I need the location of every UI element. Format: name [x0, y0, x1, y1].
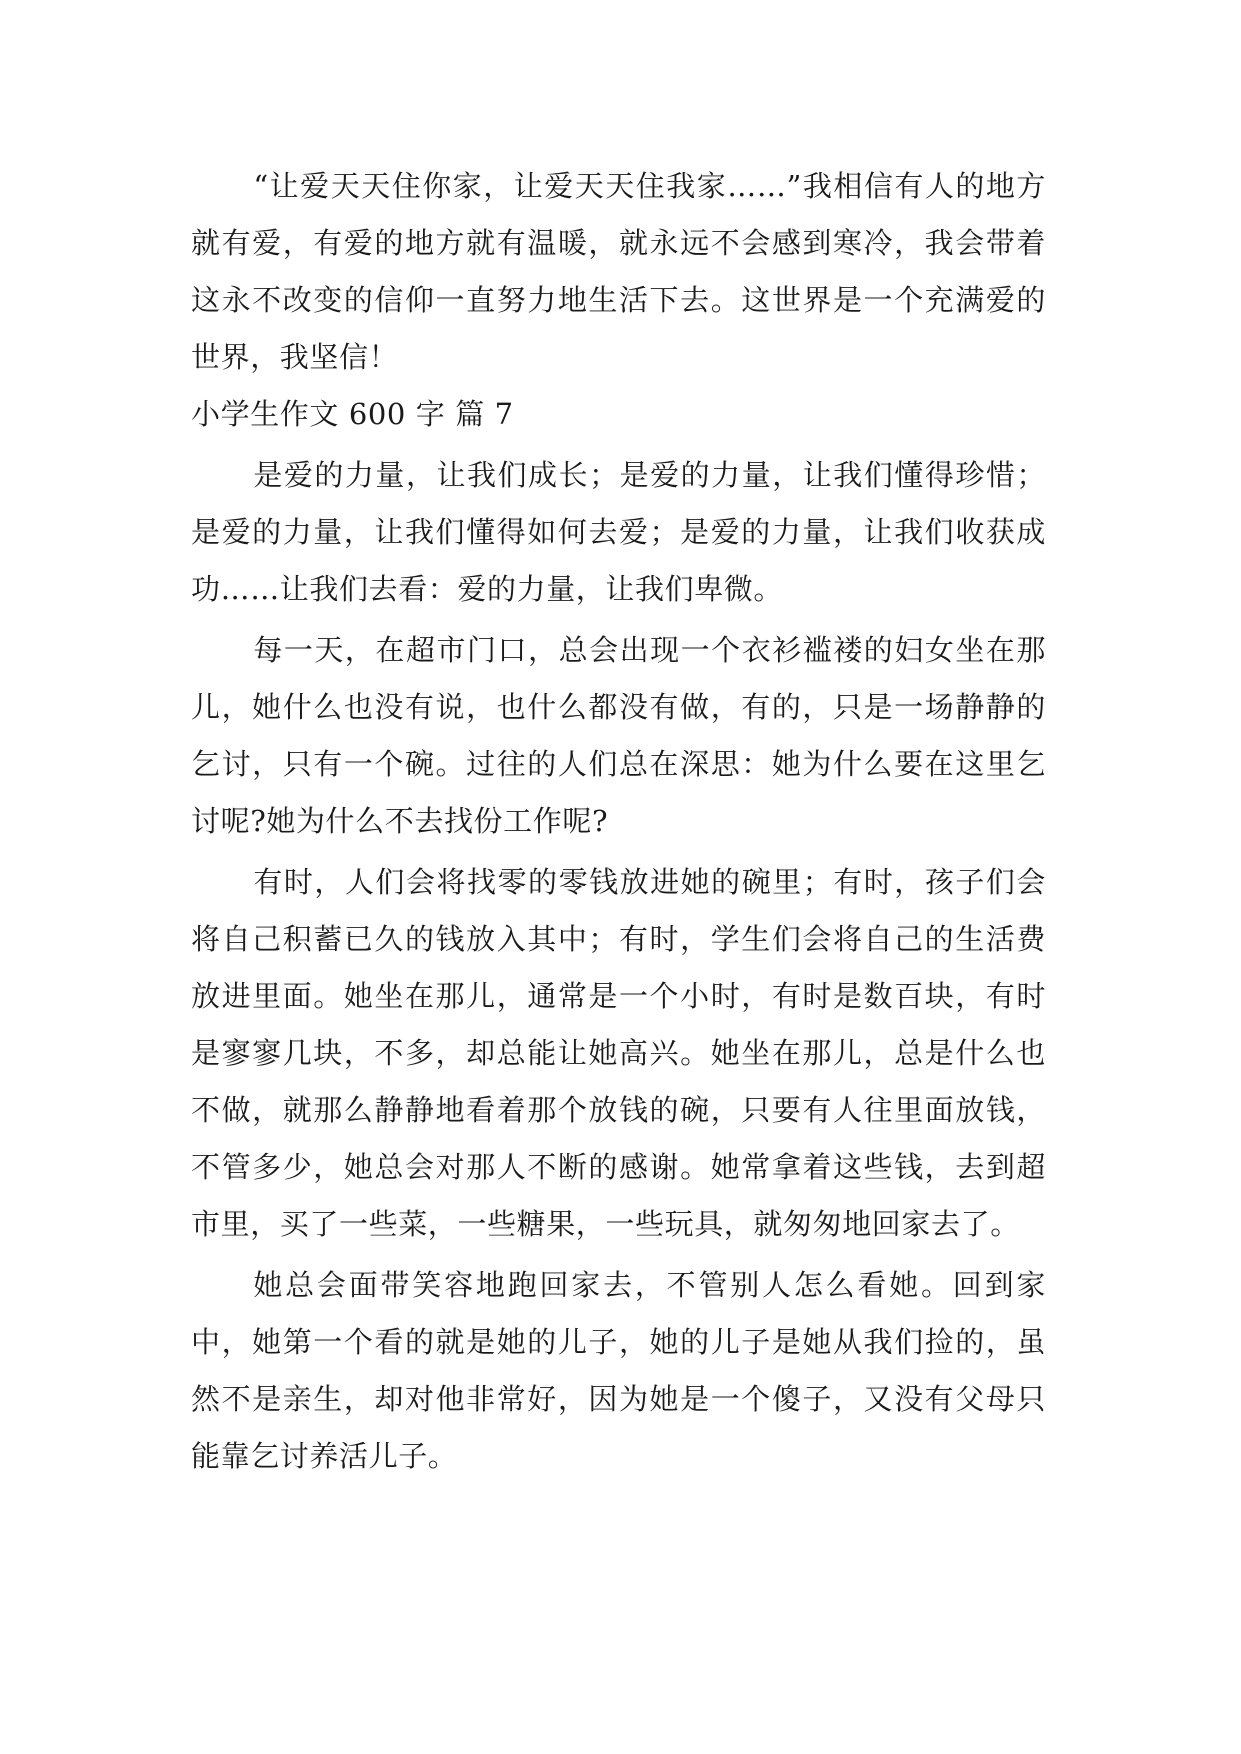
intro-paragraph: “让爱天天住你家，让爱天天住我家……”我相信有人的地方就有爱，有爱的地方就有温暖，就永远不会感到寒冷，我会带着这永不改变的信仰一直努力地生活下去。这世界是一个充满爱的世界，我坚信！: [191, 169, 1046, 374]
body-paragraph-2: 每一天，在超市门口，总会出现一个衣衫褴褛的妇女坐在那儿，她什么也没有说，也什么都没有做，有的，只是一场静静的乞讨，只有一个碗。过往的人们总在深思：她为什么要在这里乞讨呢?她为什么不去找份工作呢?: [191, 633, 1046, 838]
body-paragraph-3: 有时，人们会将找零的零钱放进她的碗里；有时，孩子们会将自己积蓄已久的钱放入其中；有时，学生们会将自己的生活费放进里面。她坐在那儿，通常是一个小时，有时是数百块，有时是寥寥几块，不多，却总能让她高兴。她坐在那儿，总是什么也不做，就那么静静地看着那个放钱的碗，只要有人往里面放钱，不管多少，她总会对那人不断的感谢。她常拿着这些钱，去到超市里，买了一些菜，一些糖果，一些玩具，就匆匆地回家去了。: [191, 865, 1046, 1241]
body-paragraph-4: 她总会面带笑容地跑回家去，不管别人怎么看她。回到家中，她第一个看的就是她的儿子，她的儿子是她从我们捡的，虽然不是亲生，却对他非常好，因为她是一个傻子，又没有父母只能靠乞讨养活儿子。: [191, 1268, 1046, 1473]
document-body: [191, 158, 1046, 1485]
body-paragraph-1: 是爱的力量，让我们成长；是爱的力量，让我们懂得珍惜；是爱的力量，让我们懂得如何去爱；是爱的力量，让我们收获成功……让我们去看：爱的力量，让我们卑微。: [191, 458, 1046, 606]
section-heading: 小学生作文 600 字 篇 7: [191, 397, 514, 431]
